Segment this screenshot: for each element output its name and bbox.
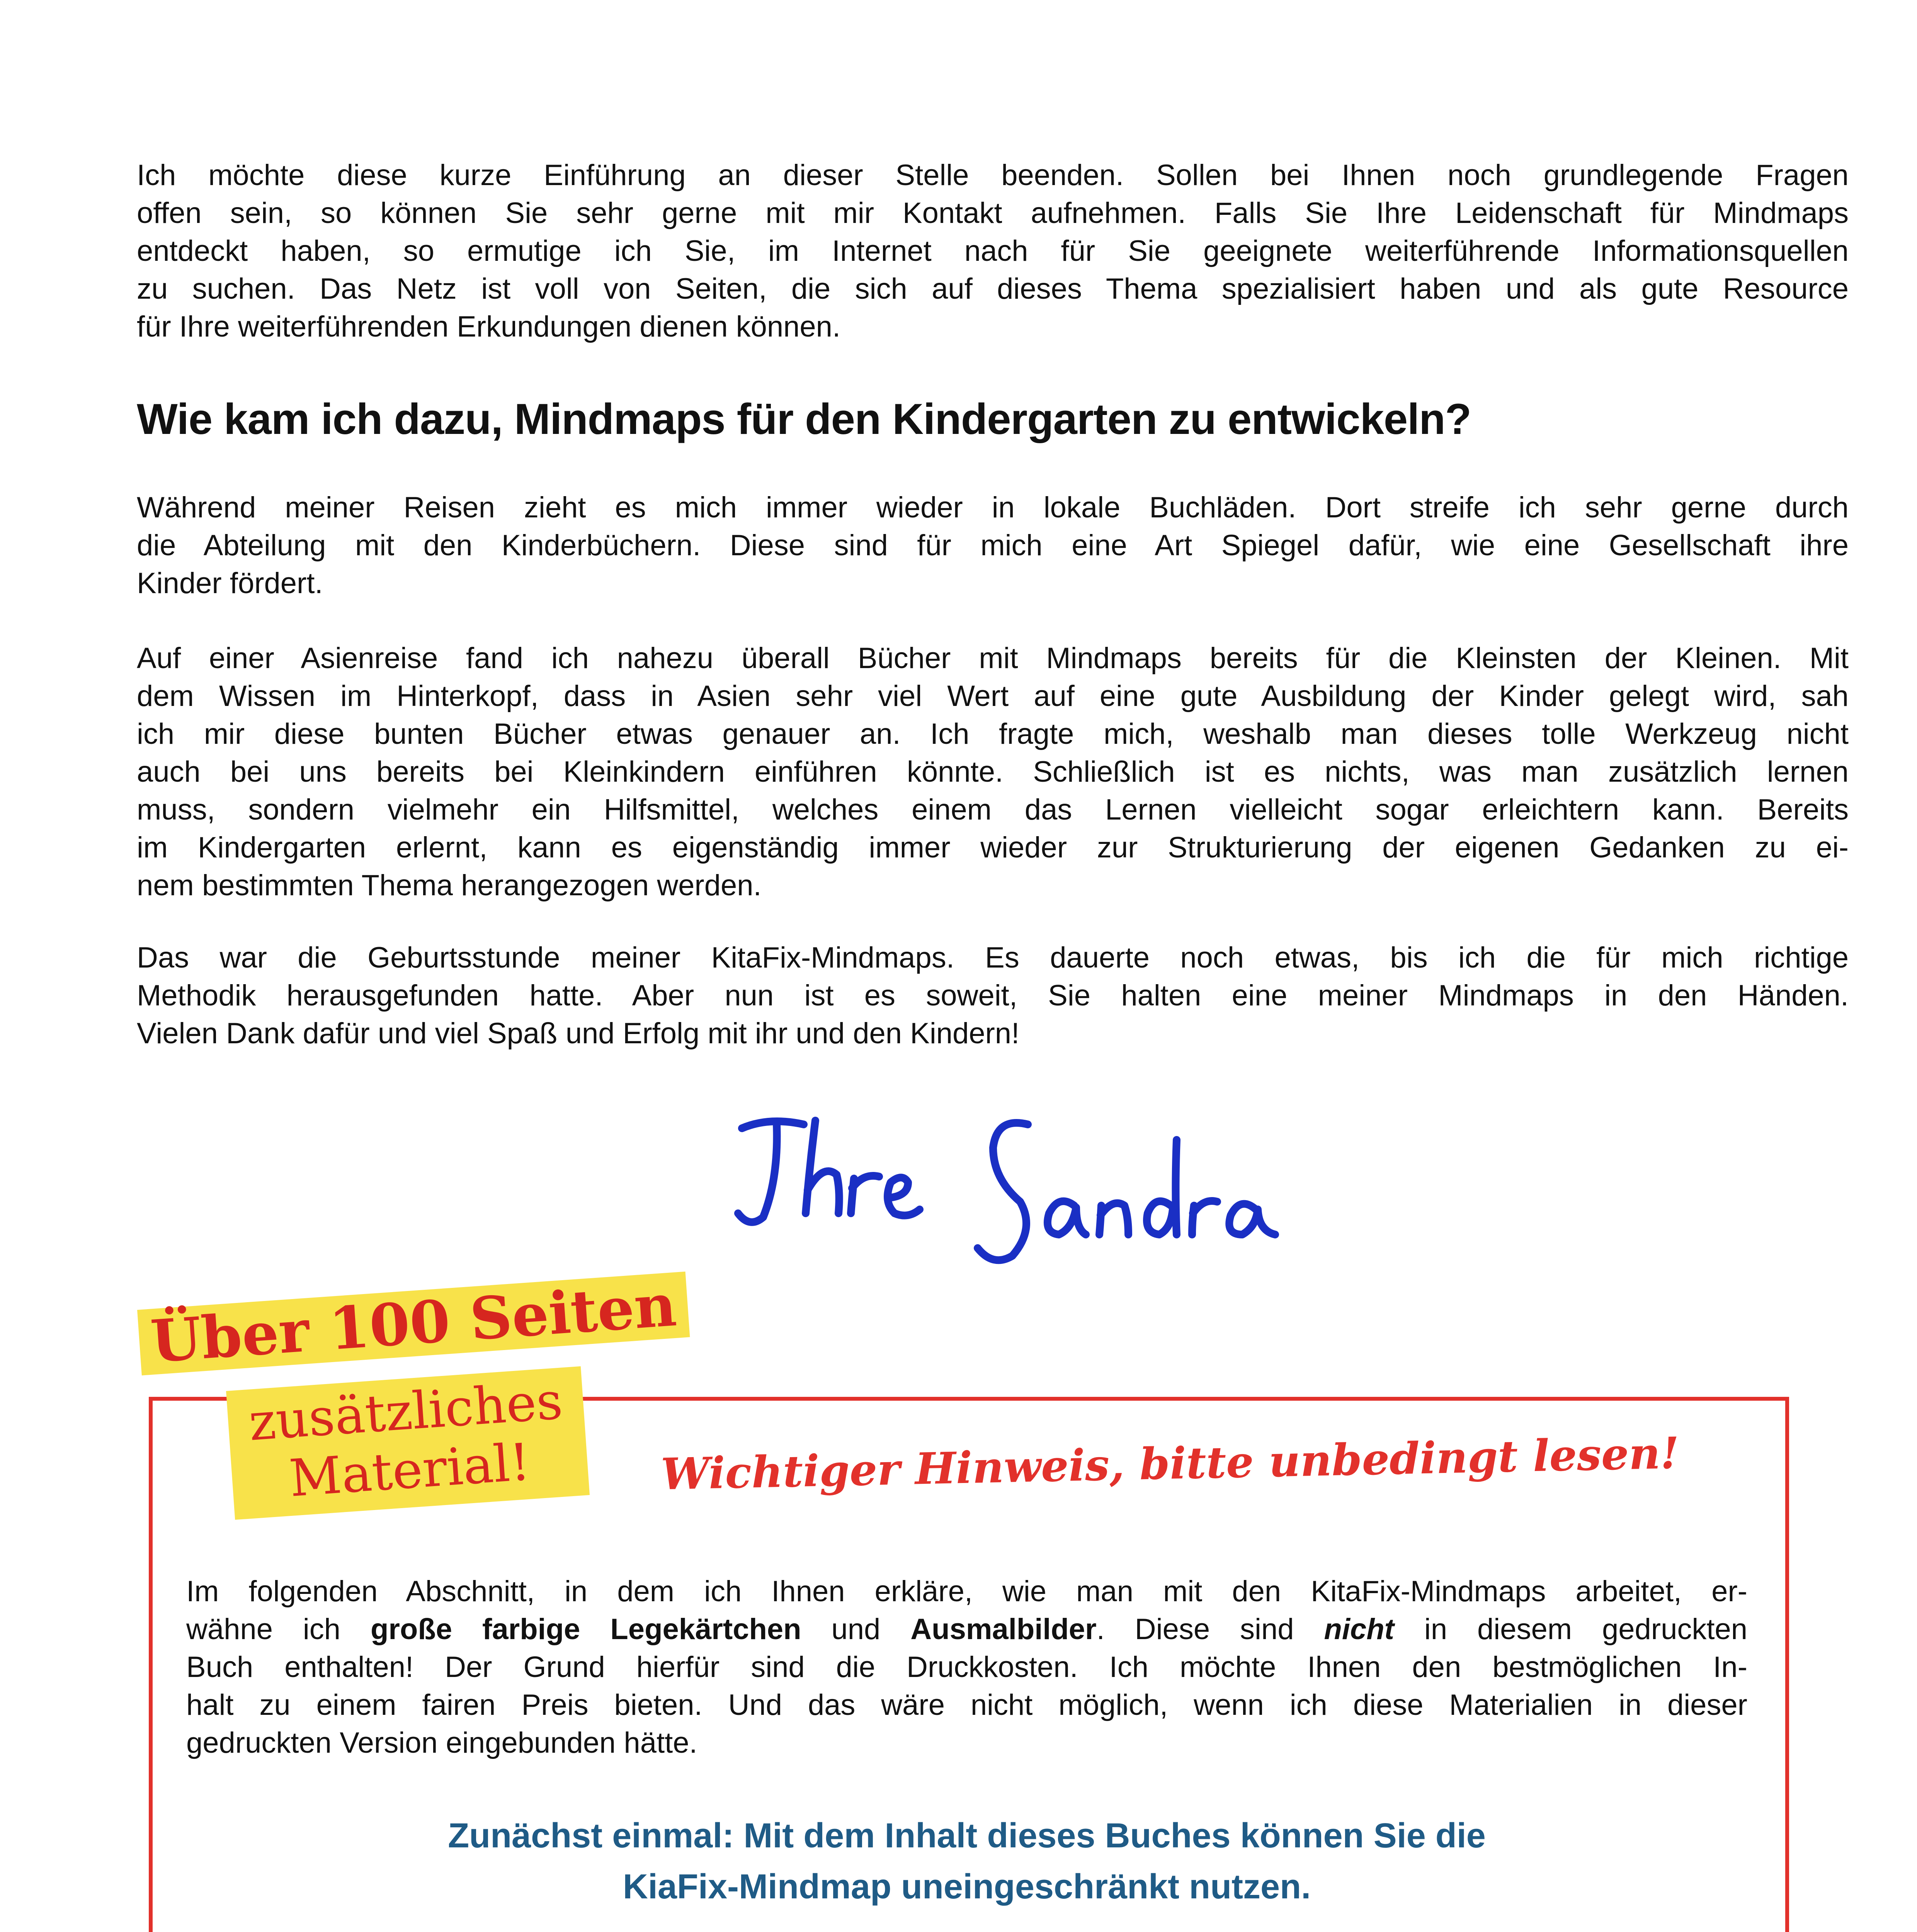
paragraph-3 [137,939,1849,1053]
notice-paragraph-1 [186,1573,1747,1762]
text-line: zu suchen. Das Netz ist voll von Seiten, die sich auf dieses Thema spezialisiert haben und als gute Resource [137,272,1849,305]
text-line: wähne ich große farbige Legekärtchen und Ausmalbilder. Diese sind nicht in diesem gedruckten [186,1613,1747,1646]
text-line: nem bestimmten Thema herangezogen werden. [137,869,762,902]
sticker-title: Über 100 Seiten [137,1272,690,1376]
sticker-line-1: zusätzliches [247,1371,565,1452]
notice-title: Wichtiger Hinweis, bitte unbedingt lesen! [660,1428,1680,1500]
text-line: gedruckten Version eingebunden hätte. [186,1726,697,1759]
paragraph-2 [137,639,1849,905]
text-line: ich mir diese bunten Bücher etwas genauer an. Ich fragte mich, weshalb man dieses tolle Werkzeug nicht [137,718,1849,750]
text-line: auch bei uns bereits bei Kleinkindern einführen könnte. Schließlich ist es nichts, was man zusätzlich lernen [137,755,1849,788]
text-line: Buch enthalten! Der Grund hierfür sind die Druckkosten. Ich möchte Ihnen den bestmöglichen In- [186,1651,1747,1684]
text-line: Auf einer Asienreise fand ich nahezu überall Bücher mit Mindmaps bereits für die Kleinsten der Kleinen. Mit [137,642,1849,675]
sticker-subtitle [226,1366,590,1520]
text-line: Im folgenden Abschnitt, in dem ich Ihnen erkläre, wie man mit den KitaFix-Mindmaps arbeitet, er- [186,1575,1747,1608]
notice-highlight [186,1810,1747,1912]
intro-paragraph [137,156,1849,346]
bold-text: große farbige Legekärtchen [371,1613,801,1646]
text-line: Kinder fördert. [137,567,323,600]
text-line: im Kindergarten erlernt, kann es eigenständig immer wieder zur Strukturierung der eigenen Gedanken zu ei- [137,831,1849,864]
text-line: Ich möchte diese kurze Einführung an dieser Stelle beenden. Sollen bei Ihnen noch grundlegende Fragen [137,159,1849,192]
highlight-line-1: Zunächst einmal: Mit dem Inhalt dieses Buches können Sie die [448,1816,1486,1855]
bold-text: Ausmalbilder [910,1613,1097,1646]
text-line: offen sein, so können Sie sehr gerne mit mir Kontakt aufnehmen. Falls Sie Ihre Leidenschaft für Mindmaps [137,197,1849,230]
section-heading: Wie kam ich dazu, Mindmaps für den Kindergarten zu entwickeln? [137,395,1471,443]
sticker-badge [137,1271,679,1565]
text-line: halt zu einem fairen Preis bieten. Und das wäre nicht möglich, wenn ich diese Materialien in dieser [186,1689,1747,1721]
text-line: Vielen Dank dafür und viel Spaß und Erfolg mit ihr und den Kindern! [137,1017,1020,1050]
text-line: dem Wissen im Hinterkopf, dass in Asien sehr viel Wert auf eine gute Ausbildung der Kinder gelegt wird, sah [137,680,1849,713]
text-line: für Ihre weiterführenden Erkundungen dienen können. [137,310,841,343]
text-line: Methodik herausgefunden hatte. Aber nun ist es soweit, Sie halten eine meiner Mindmaps in den Händen. [137,979,1849,1012]
signature-ihre-sandra [726,1101,1314,1302]
sticker-line-2: Material! [287,1432,532,1509]
text-line: entdeckt haben, so ermutige ich Sie, im Internet nach für Sie geeignete weiterführende Informationsquellen [137,235,1849,267]
paragraph-1 [137,489,1849,602]
text-line: Das war die Geburtsstunde meiner KitaFix-Mindmaps. Es dauerte noch etwas, bis ich die für mich richtige [137,941,1849,974]
text-line: die Abteilung mit den Kinderbüchern. Diese sind für mich eine Art Spiegel dafür, wie eine Gesellschaft ihre [137,529,1849,562]
emphasis-text: nicht [1324,1613,1394,1646]
text-line: Während meiner Reisen zieht es mich immer wieder in lokale Buchläden. Dort streife ich sehr gerne durch [137,491,1849,524]
highlight-line-2: KiaFix-Mindmap uneingeschränkt nutzen. [623,1867,1311,1906]
text-line: muss, sondern vielmehr ein Hilfsmittel, welches einem das Lernen vielleicht sogar erleichtern kann. Bereits [137,793,1849,826]
